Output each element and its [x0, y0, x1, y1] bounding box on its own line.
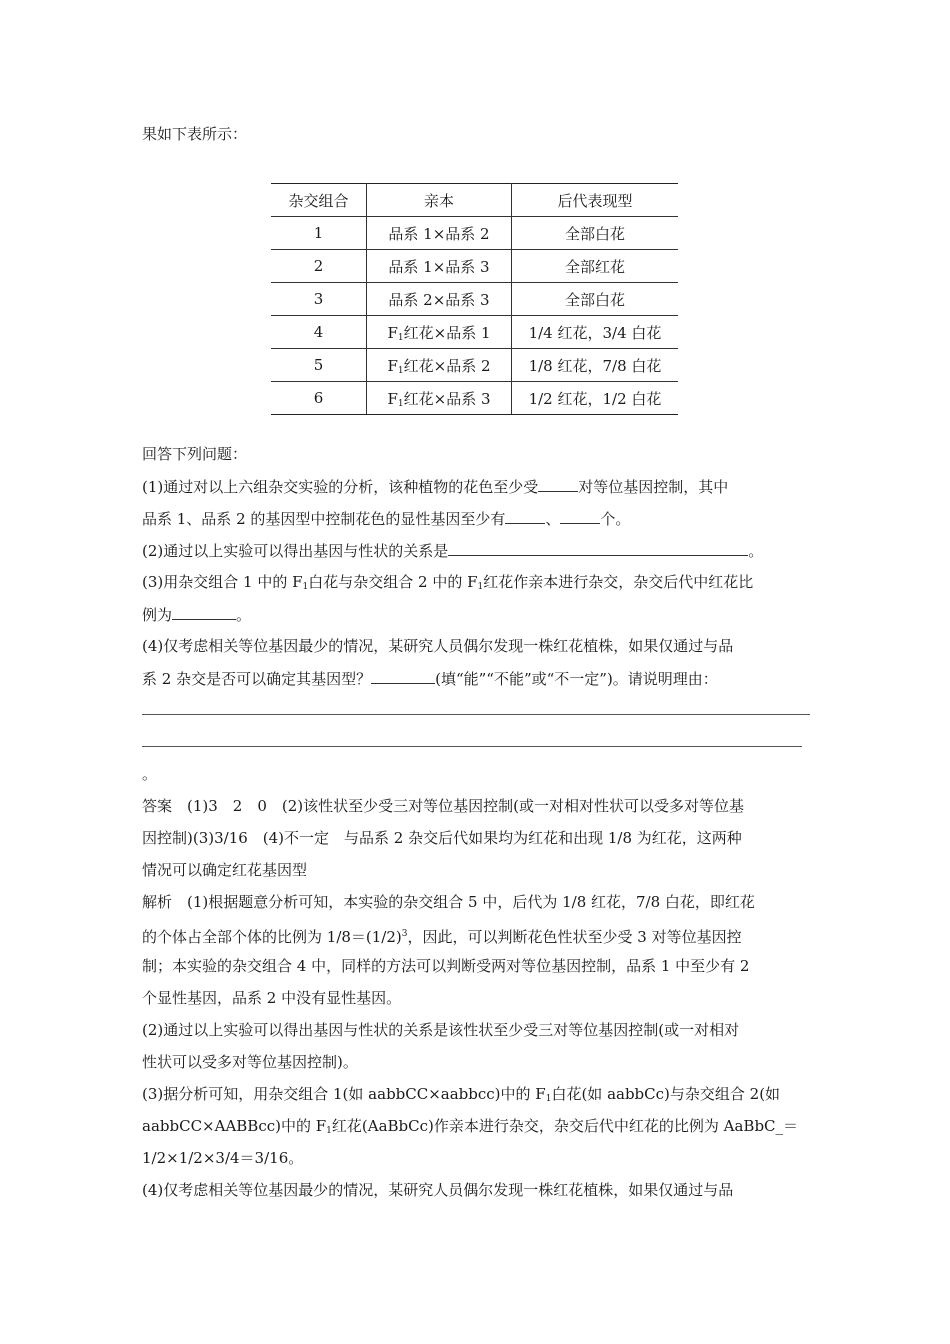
header-offspring-phenotype: 后代表现型	[512, 184, 679, 217]
question-1-line-1: (1)通过对以上六组杂交实验的分析，该种植物的花色至少受 对等位基因控制，其中	[142, 478, 729, 496]
analysis-p2-line-1: (2)通过以上实验可以得出基因与性状的关系是该性状至少受三对等位基因控制(或一对相对	[142, 1021, 740, 1039]
cell-parents: 品系 2×品系 3	[367, 283, 512, 316]
cell-offspring: 1/8 红花，7/8 白花	[512, 349, 679, 382]
analysis-p4-line-1: (4)仅考虑相关等位基因最少的情况，某研究人员偶尔发现一株红花植株，如果仅通过与品	[142, 1181, 734, 1199]
analysis-p1-line-4: 个显性基因，品系 2 中没有显性基因。	[142, 989, 402, 1007]
cell-group: 3	[271, 283, 367, 316]
cell-group: 4	[271, 316, 367, 349]
reason-answer-line[interactable]	[142, 746, 802, 747]
analysis-p3-line-3: 1/2×1/2×3/4＝3/16。	[142, 1149, 304, 1167]
questions-lead: 回答下列问题：	[142, 445, 248, 463]
cell-offspring: 全部白花	[512, 283, 679, 316]
table-header-row	[271, 184, 678, 217]
table-row	[271, 217, 678, 250]
header-parents: 亲本	[367, 184, 512, 217]
cell-parents: $F_1$红花×品系 1	[367, 316, 512, 349]
cell-parents: $F_1$红花×品系 2	[367, 349, 512, 382]
answer-blank[interactable]	[505, 508, 545, 524]
cell-offspring: 全部红花	[512, 250, 679, 283]
table-row	[271, 349, 678, 382]
intro-text: 果如下表所示：	[142, 125, 248, 143]
cross-results-table	[271, 183, 678, 415]
analysis-p2-line-2: 性状可以受多对等位基因控制)。	[142, 1053, 358, 1071]
answer-line-1: 答案 (1)3 2 0 (2)该性状至少受三对等位基因控制(或一对相对性状可以受多对等位基	[142, 797, 744, 815]
cell-offspring: 1/4 红花，3/4 白花	[512, 316, 679, 349]
cell-parents: $F_1$红花×品系 3	[367, 382, 512, 415]
answer-line-3: 情况可以确定红花基因型	[142, 861, 308, 879]
reason-end-mark: 。	[142, 765, 158, 783]
analysis-p1-line-1: 解析 (1)根据题意分析可知，本实验的杂交组合 5 中，后代为 1/8 红花，7/8 白花，即红花	[142, 893, 755, 911]
answer-blank[interactable]	[560, 508, 600, 524]
question-1-line-2: 品系 1、品系 2 的基因型中控制花色的显性基因至少有 、 个。	[142, 510, 631, 528]
answer-blank[interactable]	[371, 668, 435, 684]
table-row	[271, 250, 678, 283]
answer-blank[interactable]	[172, 604, 236, 620]
cell-offspring: 1/2 红花，1/2 白花	[512, 382, 679, 415]
question-3-line-1: (3)用杂交组合 1 中的 $F_1$白花与杂交组合 2 中的 $F_1$红花作亲本进行杂交，杂交后代中红花比	[142, 573, 754, 592]
table-row	[271, 283, 678, 316]
answer-line-2: 因控制)(3)3/16 (4)不一定 与品系 2 杂交后代如果均为红花和出现 1/8 为红花，这两种	[142, 829, 742, 847]
answer-blank[interactable]	[448, 540, 748, 556]
question-3-line-2: 例为 。	[142, 606, 252, 624]
analysis-p1-line-2: 的个体占全部个体的比例为 $1/8=(1/2)^3$，因此，可以判断花色性状至少受 3 对等位基因控	[142, 928, 742, 946]
question-4-line-2: 系 2 杂交是否可以确定其基因型？ (填“能”“不能”或“不一定”)。请说明理由：	[142, 670, 718, 688]
cell-group: 2	[271, 250, 367, 283]
table-row	[271, 316, 678, 349]
cell-parents: 品系 1×品系 3	[367, 250, 512, 283]
cell-group: 5	[271, 349, 367, 382]
table-row	[271, 382, 678, 415]
cell-parents: 品系 1×品系 2	[367, 217, 512, 250]
header-cross-group: 杂交组合	[271, 184, 367, 217]
reason-answer-line[interactable]	[142, 714, 810, 715]
question-4-line-1: (4)仅考虑相关等位基因最少的情况，某研究人员偶尔发现一株红花植株，如果仅通过与品	[142, 637, 734, 655]
analysis-p3-line-2: aabbCC×AABBcc)中的 $F_1$红花(AaBbCc)作亲本进行杂交，杂交后代中红花的比例为 AaBbC_＝	[142, 1117, 799, 1136]
cell-group: 1	[271, 217, 367, 250]
cell-group: 6	[271, 382, 367, 415]
answer-blank[interactable]	[538, 476, 578, 492]
cell-offspring: 全部白花	[512, 217, 679, 250]
analysis-p1-line-3: 制；本实验的杂交组合 4 中，同样的方法可以判断受两对等位基因控制，品系 1 中至少有 2	[142, 957, 750, 975]
question-2: (2)通过以上实验可以得出基因与性状的关系是 。	[142, 542, 764, 560]
analysis-p3-line-1: (3)据分析可知，用杂交组合 1(如 aabbCC×aabbcc)中的 $F_1$白花(如 aabbCc)与杂交组合 2(如	[142, 1085, 781, 1104]
